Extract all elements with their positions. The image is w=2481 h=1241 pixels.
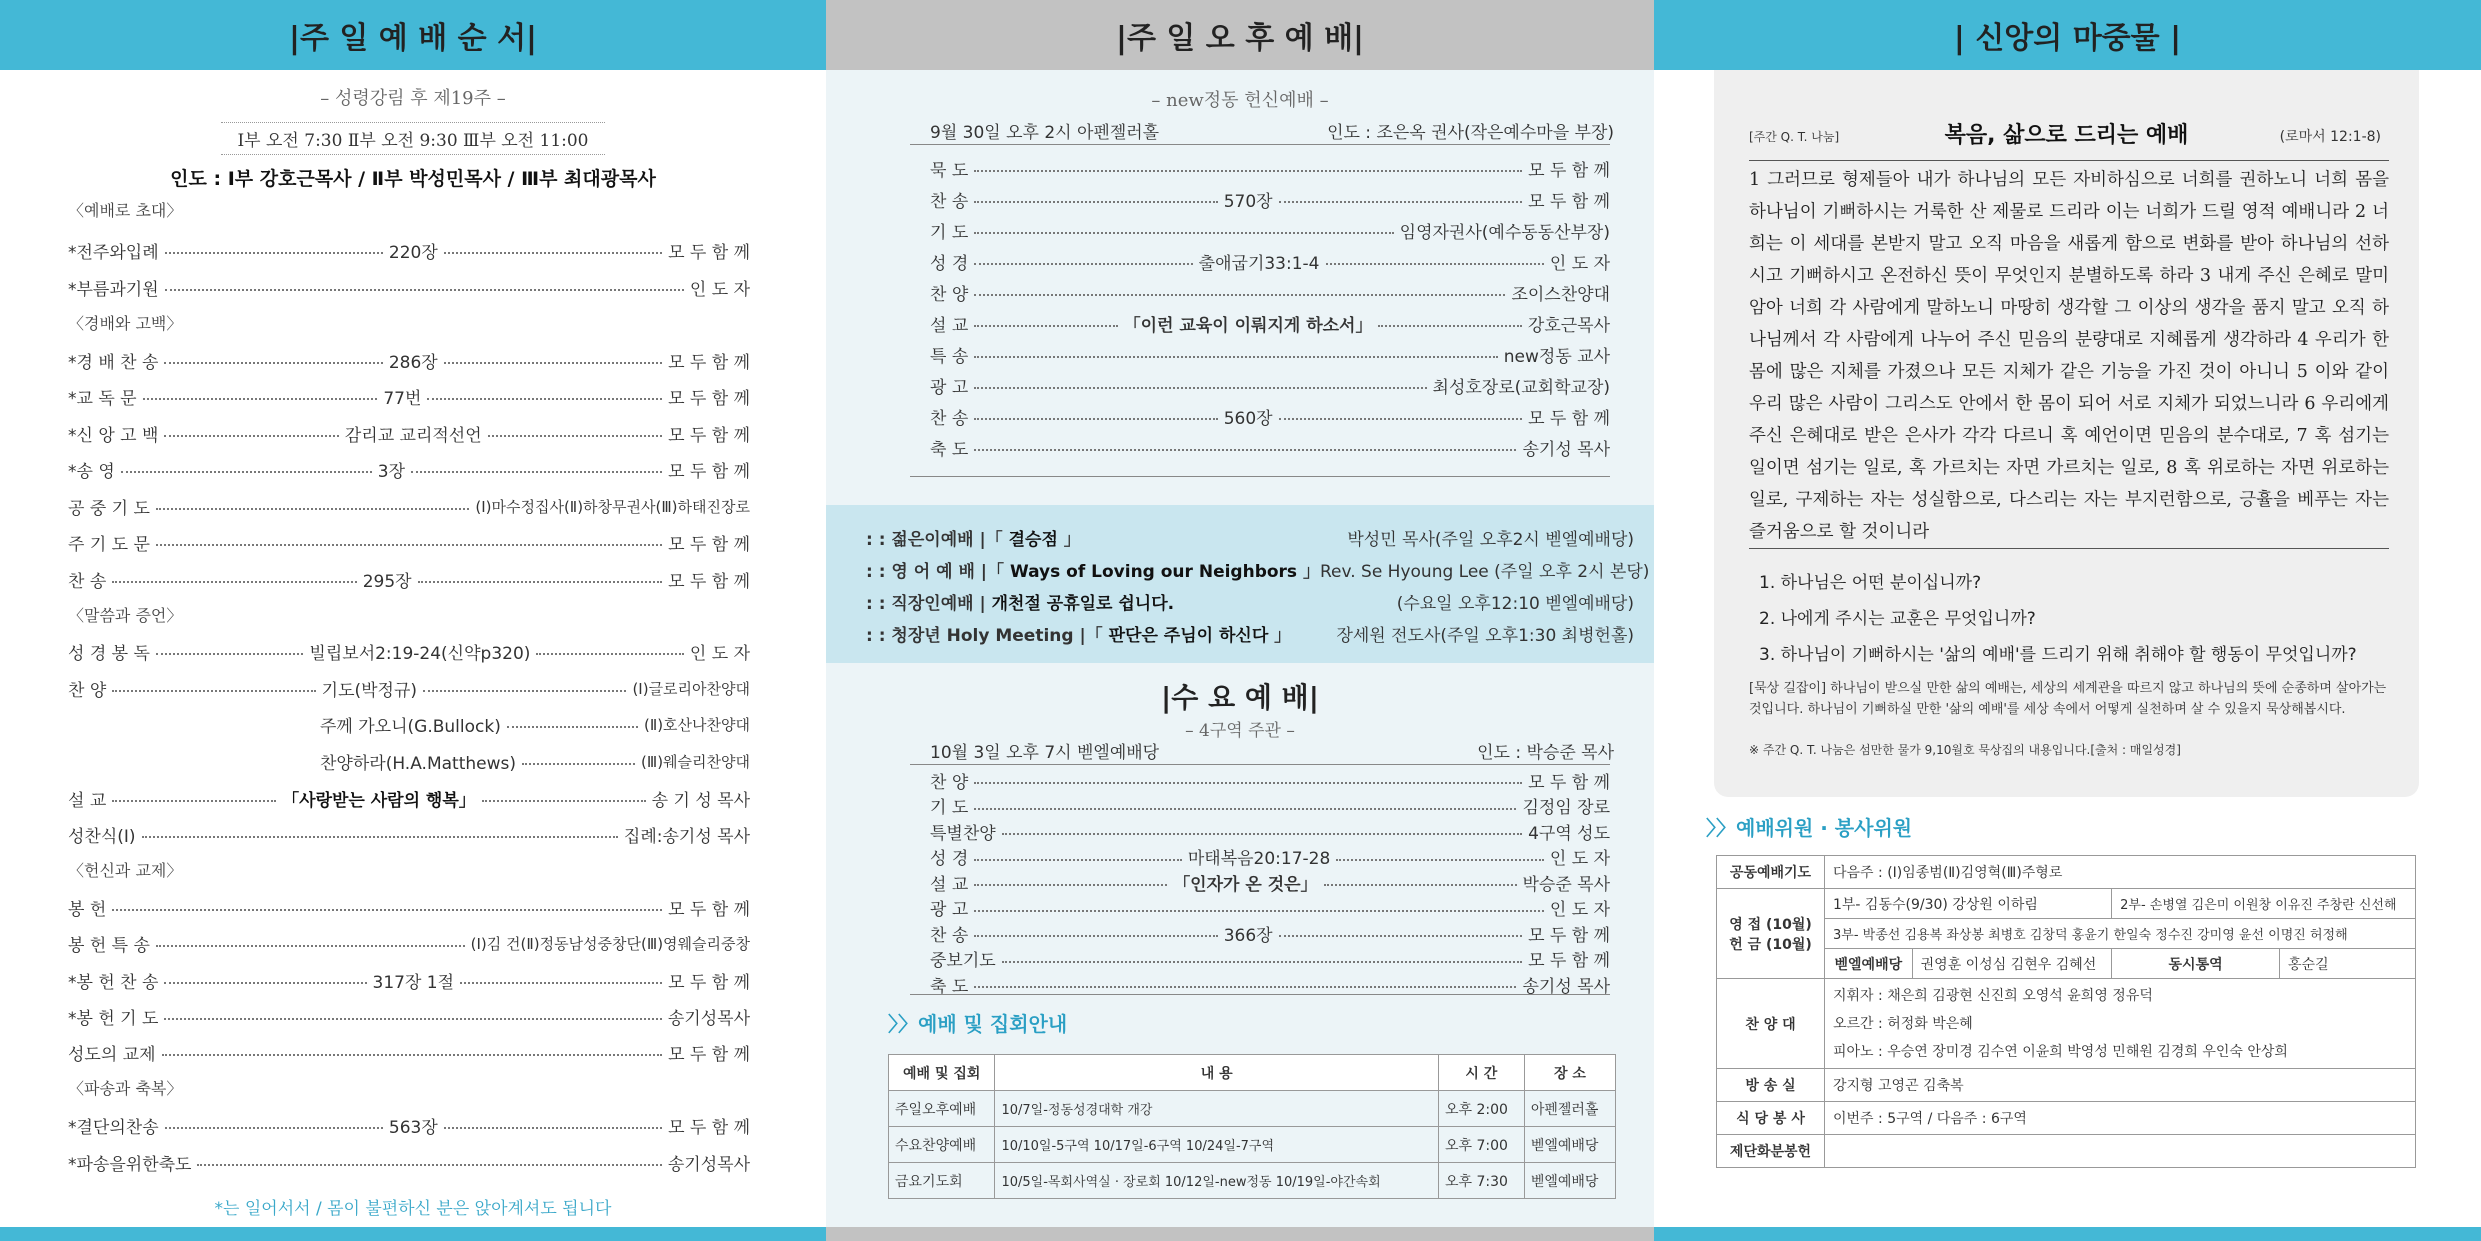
order-row: 찬 양 기도(박정규) (Ⅰ)글로리아찬양대 bbox=[68, 679, 750, 701]
afternoon-panel bbox=[826, 0, 1654, 1241]
order-row: 공 중 기 도 (Ⅰ)마수정집사(Ⅱ)하창무권사(Ⅲ)하태진장로 bbox=[68, 497, 750, 519]
order-row: 특별찬양 4구역 성도 bbox=[930, 823, 1610, 844]
order-row: *결단의찬송 563장 모 두 함 께 bbox=[68, 1117, 750, 1138]
order-row: 봉 헌 모 두 함 께 bbox=[68, 899, 750, 920]
table-row: 금요기도회 10/5일-목회사역실 · 장로회 10/12일-new정동 10/19일-야간속회 오후 7:30 벧엘예배당 bbox=[889, 1163, 1616, 1199]
order-row: 광 고 인 도 자 bbox=[930, 900, 1610, 920]
other-service-row: : : 직장인예배 | 개천절 공휴일로 쉽니다. (수요일 오후12:10 벧엘예배당) bbox=[866, 593, 1634, 614]
order-row: 봉 헌 특 송 (Ⅰ)김 건(Ⅱ)정동남성중창단(Ⅲ)영웨슬리중창 bbox=[68, 934, 750, 956]
order-row: 찬양하라(H.A.Matthews) (Ⅲ)웨슬리찬양대 bbox=[320, 752, 750, 774]
qt-title: 복음, 삶으로 드리는 예배 bbox=[1944, 123, 2189, 148]
order-row: *부름과기원 인 도 자 bbox=[68, 279, 750, 300]
leaders: 인도 : Ⅰ부 강호근목사 / Ⅱ부 박성민목사 / Ⅲ부 최대광목사 bbox=[170, 168, 656, 190]
order-row: 광 고 최성호장로(교회학교장) bbox=[930, 377, 1610, 398]
qt-scripture: 1 그러므로 형제들아 내가 하나님의 모든 자비하심으로 너희를 권하노니 너희 몸을 하나님이 기뻐하시는 거룩한 산 제물로 드리라 이는 너희가 드릴 영적 예배니라 2 너희는 이 세대를 본받지 말고 오직 마음을 새롭게 함으로 변화를 받아 하나님의 선하시고 기뻐하시고 온전하신 뜻이 무엇인지 분별하도록 하라 3 내게 주신 은혜로 말미암아 너희 각 사람에게 말하노니 마땅히 생각할 그 이상의 생각을 품지 말고 오직 하나님께서 각 사람에게 나누어 주신 믿음의 분량대로 지혜롭게 생각하라 4 우리가 한 몸에 많은 지체를 가졌으나 모든 지체가 같은 기능을 가진 것이 아니니 5 이와 같이 우리 많은 사람이 그리스도 안에서 한 몸이 되어 서로 지체가 되었느니라 6 우리에게 주신 은혜대로 받은 은사가 각각 다르니 혹 예언이면 믿음의 분수대로, 7 혹 섬기는 일이면 섬기는 일로, 혹 가르치는 자면 가르치는 일로, 8 혹 위로하는 자면 위로하는 일로, 구제하는 자는 성실함으로, 다스리는 자는 부지런함으로, 긍휼을 베푸는 자는 즐거움으로 할 것이니라 bbox=[1749, 170, 2389, 542]
subtitle: – new정동 헌신예배 – bbox=[1151, 90, 1329, 111]
wednesday-info-left: 10월 3일 오후 7시 벧엘예배당 bbox=[930, 743, 1160, 763]
subtitle: – 성령강림 후 제19주 – bbox=[320, 88, 506, 109]
table-header: 시 간 bbox=[1438, 1055, 1524, 1091]
order-row: 찬 송 560장 모 두 함 께 bbox=[930, 408, 1610, 429]
question-2: 2. 나에게 주시는 교훈은 무엇입니까? bbox=[1759, 609, 2036, 629]
service-times: Ⅰ부 오전 7:30 Ⅱ부 오전 9:30 Ⅲ부 오전 11:00 bbox=[221, 122, 604, 155]
footer-bar bbox=[0, 1227, 826, 1241]
qt-reference: (로마서 12:1-8) bbox=[2279, 129, 2381, 145]
order-row: 성찬식(Ⅰ) 집례:송기성 목사 bbox=[68, 826, 750, 847]
wednesday-subtitle: – 4구역 주관 – bbox=[1185, 721, 1295, 741]
panel-title bbox=[1654, 0, 2481, 70]
order-row: 축 도 송기성 목사 bbox=[930, 439, 1610, 460]
order-row: 성 경 봉 독 빌립보서2:19-24(신약p320) 인 도 자 bbox=[68, 643, 750, 664]
standing-note: *는 일어서서 / 몸이 불편하신 분은 앉아계셔도 됩니다 bbox=[214, 1199, 612, 1219]
order-row: *파송을위한축도 송기성목사 bbox=[68, 1154, 750, 1175]
footer-bar bbox=[1654, 1227, 2481, 1241]
order-row: 특 송 new정동 교사 bbox=[930, 346, 1610, 367]
table-header: 내 용 bbox=[995, 1055, 1439, 1091]
order-row: 찬 양 모 두 함 께 bbox=[930, 772, 1610, 793]
order-row: *전주와입례 220장 모 두 함 께 bbox=[68, 242, 750, 263]
info-right: 인도 : 조은옥 권사(작은예수마을 부장) bbox=[1327, 123, 1614, 143]
question-3: 3. 하나님이 기뻐하시는 '삶의 예배'를 드리기 위해 취해야 할 행동이 무엇입니까? bbox=[1759, 645, 2357, 665]
section-heading: 〈파송과 축복〉 bbox=[68, 1079, 183, 1098]
order-row: 중보기도 모 두 함 께 bbox=[930, 951, 1610, 971]
wednesday-info-right: 인도 : 박승준 목사 bbox=[1477, 743, 1614, 763]
order-row: 설 교 「사랑받는 사람의 행복」 송 기 성 목사 bbox=[68, 790, 750, 811]
order-row: 설 교 「인자가 온 것은」 박승준 목사 bbox=[930, 874, 1611, 895]
other-service-row: : : 젊은이예배 |「 결승점 」 박성민 목사(주일 오후2시 벧엘예배당) bbox=[866, 529, 1634, 550]
order-row: 설 교 「이런 교육이 이뤄지게 하소서」 강호근목사 bbox=[930, 315, 1611, 336]
faith-panel bbox=[1654, 0, 2481, 1241]
meetings-table bbox=[888, 1054, 1616, 1199]
order-row: *송 영 3장 모 두 함 께 bbox=[68, 461, 750, 482]
panel-title-text: |주 일 예 배 순 서| bbox=[288, 21, 537, 56]
table-header: 장 소 bbox=[1524, 1055, 1615, 1091]
section-heading: 〈헌신과 교제〉 bbox=[68, 861, 183, 880]
footer-bar bbox=[826, 1227, 1654, 1241]
order-row: *봉 헌 기 도 송기성목사 bbox=[68, 1008, 750, 1029]
order-row: 성도의 교제 모 두 함 께 bbox=[68, 1044, 750, 1065]
qt-box bbox=[1714, 70, 2419, 797]
order-row: 성 경 마태복음20:17-28 인 도 자 bbox=[930, 849, 1610, 869]
qt-tag: [주간 Q. T. 나눔] bbox=[1749, 130, 1840, 144]
panel-title-text: |주 일 오 후 예 배| bbox=[1115, 21, 1364, 56]
wednesday-title: |수 요 예 배| bbox=[1161, 681, 1319, 714]
section-heading: 〈말씀과 증언〉 bbox=[68, 606, 183, 625]
section-heading: 〈예배로 초대〉 bbox=[68, 201, 183, 220]
table-header: 예배 및 집회 bbox=[889, 1055, 995, 1091]
sunday-order-panel bbox=[0, 0, 826, 1241]
order-row: 주께 가오니(G.Bullock) (Ⅱ)호산나찬양대 bbox=[320, 715, 750, 737]
order-row: *신 앙 고 백 감리교 교리적선언 모 두 함 께 bbox=[68, 425, 750, 446]
order-row: 찬 송 295장 모 두 함 께 bbox=[68, 571, 750, 592]
panel-title-text: | 신앙의 마중물 | bbox=[1953, 21, 2182, 56]
order-row: *봉 헌 찬 송 317장 1절 모 두 함 께 bbox=[68, 972, 751, 993]
panel-title bbox=[0, 0, 826, 70]
other-service-row: : : 청장년 Holy Meeting |「 판단은 주님이 하신다 」 장세원 전도사(주일 오후1:30 최병헌홀) bbox=[866, 625, 1634, 646]
order-row: *교 독 문 77번 모 두 함 께 bbox=[68, 388, 751, 409]
order-row: 축 도 송기성 목사 bbox=[930, 976, 1610, 997]
volunteers-heading: 〉〉예배위원 · 봉사위원 bbox=[1706, 816, 1913, 840]
order-row: 찬 송 570장 모 두 함 께 bbox=[930, 191, 1610, 212]
table-row: 수요찬양예배 10/10일-5구역 10/17일-6구역 10/24일-7구역 오후 7:00 벧엘예배당 bbox=[889, 1127, 1616, 1163]
order-row: 찬 양 조이스찬양대 bbox=[930, 284, 1610, 305]
order-row: 찬 송 366장 모 두 함 께 bbox=[930, 925, 1610, 946]
meetings-heading: 〉〉예배 및 집회안내 bbox=[888, 1012, 1068, 1036]
order-row: *경 배 찬 송 286장 모 두 함 께 bbox=[68, 352, 750, 373]
order-row: 성 경 출애굽기33:1-4 인 도 자 bbox=[930, 253, 1610, 274]
question-1: 1. 하나님은 어떤 분이십니까? bbox=[1759, 573, 1982, 593]
section-heading: 〈경배와 고백〉 bbox=[68, 314, 183, 333]
order-row: 기 도 임영자권사(예수동동산부장) bbox=[930, 222, 1610, 243]
qt-source: ※ 주간 Q. T. 나눔은 섬만한 물가 9,10월호 묵상집의 내용입니다.[출처 : 매일성경] bbox=[1749, 743, 2181, 757]
meditation-guide: [묵상 길잡이] 하나님이 받으실 만한 삶의 예배는, 세상의 세계관을 따르지 않고 하나님의 뜻에 순종하며 살아가는 것입니다. 하나님이 기뻐하실 만한 '삶의 예배'를 세상 속에서 어떻게 실천하며 살 수 있을지 묵상해봅시다. bbox=[1749, 681, 2387, 717]
table-row: 주일오후예배 10/7일-정동성경대학 개강 오후 2:00 아펜젤러홀 bbox=[889, 1091, 1616, 1127]
order-row: 기 도 김정임 장로 bbox=[930, 798, 1610, 818]
other-service-row: : : 영 어 예 배 |「 Ways of Loving our Neighbors 」 Rev. Se Hyoung Lee (주일 오후 2시 본당) bbox=[866, 561, 1650, 582]
info-left: 9월 30일 오후 2시 아펜젤러홀 bbox=[930, 123, 1160, 143]
order-row: 주 기 도 문 모 두 함 께 bbox=[68, 534, 750, 555]
volunteers-table: 공동예배기도 다음주 : (Ⅰ)임종범(Ⅱ)김영혁(Ⅲ)주형로 영 접 (10월) 헌 금 (10월) 1부- 김동수(9/30) 강상원 이하림 2부- 손병열 김은미 이원창 이유진 주창란 신선해 3부- 박종선 김용복 좌상봉 최병호 김창덕 홍윤기 한일숙 정수진 강미영 윤선 이명진 허정해 벧엘예배당 권영훈 이성심 김현우 김혜선 동시통역 홍순길 찬 양 대 지휘자 : 채은희 김광현 신진희 오영석 윤희영 정유덕 오르간 : 허정화 박은혜 피아노 : 우승연 장미경 김수연 이윤희 박영성 민해원 김경희 우인숙 안상희 방 송 실 강지형 고영곤 김축복 식 당 봉 사 이번주 : 5구역 / 다음주 : 6구역 제단화분봉헌 bbox=[1716, 855, 2416, 1168]
panel-title bbox=[826, 0, 1654, 70]
order-row: 묵 도 모 두 함 께 bbox=[930, 160, 1610, 181]
